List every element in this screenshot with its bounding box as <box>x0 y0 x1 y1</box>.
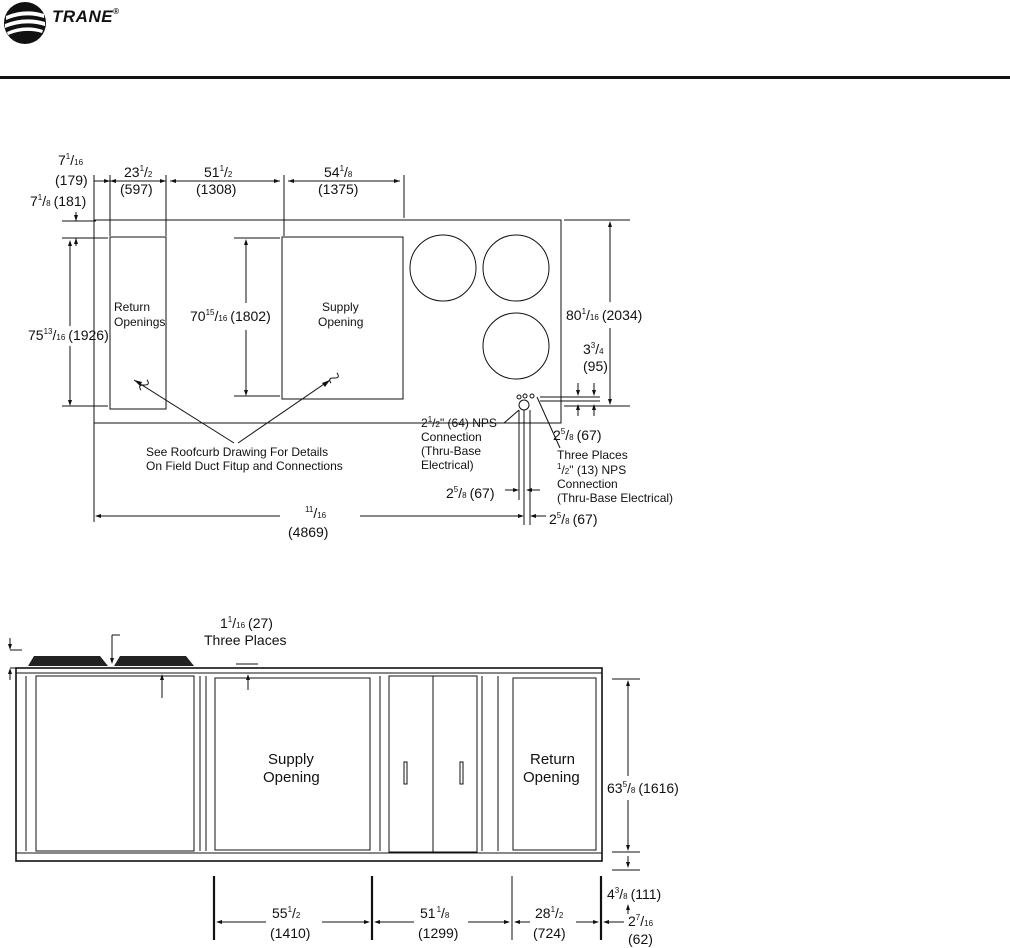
supply-opening-elev-label-1: Supply <box>268 751 314 768</box>
svg-text:71/8(181): $7^1/8$ (181) <box>30 193 87 209</box>
return-opening-elev-label-1: Return <box>530 751 576 768</box>
svg-text:7015/16(1802): $70^{15}/16$ (1802) <box>190 308 271 324</box>
svg-text:(1299): (1299) <box>418 925 459 941</box>
svg-text:231/2: $23^1/2$ <box>124 164 153 180</box>
svg-text:511/8: $51^1/8$ <box>420 905 450 921</box>
nps-13-connection-icon-2 <box>523 394 527 398</box>
dim-51-1-2 <box>196 164 236 197</box>
return-openings-label-1: Return <box>114 300 151 314</box>
svg-text:11/16(27): $1^1/16$ (27) <box>220 615 273 631</box>
svg-text:541/8: $54^1/8$ <box>324 164 353 180</box>
svg-text:7513/16(1926): $75^{13}/16$ (1926) <box>28 327 109 343</box>
svg-text:(62): (62) <box>628 931 653 947</box>
supply-opening-elev-label-2: Opening <box>263 769 320 786</box>
dim-2-5-8-bottom <box>530 511 598 527</box>
svg-text:Connection: Connection <box>557 477 618 491</box>
dim-2-7-16 <box>628 913 654 947</box>
svg-text:11/16: $^{11}$/16 <box>305 505 327 521</box>
svg-text:71/16: $7^1/16$ <box>58 152 84 168</box>
svg-text:(1375): (1375) <box>318 181 359 197</box>
return-opening-elev-label-2: Opening <box>523 769 580 786</box>
svg-text:(95): (95) <box>583 358 608 374</box>
svg-text:551/2: $55^1/2$ <box>272 905 301 921</box>
svg-text:Connection: Connection <box>421 430 482 444</box>
dim-28-1-2 <box>533 905 566 941</box>
nps-13-connection-icon-1 <box>517 395 521 399</box>
squiggle-supply <box>328 371 339 384</box>
svg-text:(724): (724) <box>533 925 566 941</box>
fan-guard-left <box>28 656 108 666</box>
svg-text:33/4: $3^3/4$ <box>583 341 604 357</box>
fan-circle-1 <box>410 235 476 301</box>
svg-text:801/16(2034): $80^1/16$ (2034) <box>566 307 643 323</box>
nps-13-connection-icon-3 <box>530 394 534 398</box>
svg-text:(597): (597) <box>120 181 153 197</box>
svg-text:(1308): (1308) <box>196 181 237 197</box>
dim-70-15-16 <box>190 238 280 396</box>
fan-guard-right <box>114 656 194 666</box>
condenser-panel <box>36 676 194 851</box>
dim-54-1-8 <box>318 164 358 197</box>
svg-text:43/8(111): $4^3/8$ (111) <box>607 886 662 902</box>
door-handle-left-icon <box>404 762 407 784</box>
svg-text:Electrical): Electrical) <box>421 458 474 472</box>
dim-51-1-8 <box>418 905 458 941</box>
svg-text:(4869): (4869) <box>288 524 329 540</box>
nps-64-connection-icon <box>519 400 529 410</box>
roofcurb-note <box>134 380 343 473</box>
door-handle-right-icon <box>460 762 463 784</box>
svg-text:Three Places: Three Places <box>557 448 628 462</box>
svg-text:511/2: $51^1/2$ <box>204 164 233 180</box>
svg-text:1/2" (13) NPS: $^1$/2" (13) NPS <box>557 462 627 477</box>
dim-55-1-2 <box>270 905 310 941</box>
dim-4-3-8 <box>607 856 661 914</box>
svg-text:Three Places: Three Places <box>204 632 287 648</box>
svg-text:27/16: $2^7/16$ <box>628 913 654 929</box>
fan-circle-2 <box>483 235 549 301</box>
svg-text:(Thru-Base Electrical): (Thru-Base Electrical) <box>557 491 674 505</box>
dim-63-5-8 <box>607 679 679 852</box>
svg-text:(Thru-Base: (Thru-Base <box>421 444 482 458</box>
supply-opening-label-1: Supply <box>322 300 359 314</box>
svg-text:See Roofcurb Drawing For Detai: See Roofcurb Drawing For Details <box>146 445 329 459</box>
elevation-view <box>8 615 679 947</box>
svg-text:281/2: $28^1/2$ <box>535 905 564 921</box>
svg-text:(1410): (1410) <box>270 925 311 941</box>
dim-80-1-16 <box>564 220 642 406</box>
dim-3-3-4 <box>540 341 608 401</box>
svg-text:(179): (179) <box>55 172 88 188</box>
fan-circle-3 <box>483 313 549 379</box>
dim-2-5-8-mid <box>446 485 540 501</box>
brand-wordmark: TRANE® <box>52 7 120 26</box>
svg-text:On Field Duct Fitup and Connec: On Field Duct Fitup and Connections <box>146 459 343 473</box>
dim-23-1-2 <box>120 164 153 197</box>
plan-view <box>28 152 673 540</box>
dim-75-13-16 <box>28 240 109 406</box>
supply-opening-label-2: Opening <box>318 315 364 329</box>
svg-text:25/8(67): $2^5/8$ (67) <box>446 485 495 501</box>
svg-text:635/8(1616): $63^5/8$ (1616) <box>607 780 679 796</box>
dim-1-1-16 <box>204 615 286 690</box>
nps-connections <box>421 394 673 525</box>
return-openings-label-2: Openings <box>114 315 166 329</box>
svg-text:21/2" (64) NPS: $2^1/2$" (64) NPS <box>421 415 497 430</box>
svg-text:25/8(67): $2^5/8$ (67) <box>549 511 598 527</box>
dim-7-1-16 <box>55 152 88 188</box>
svg-text:25/8(67): $2^5/8$ (67) <box>553 427 602 443</box>
